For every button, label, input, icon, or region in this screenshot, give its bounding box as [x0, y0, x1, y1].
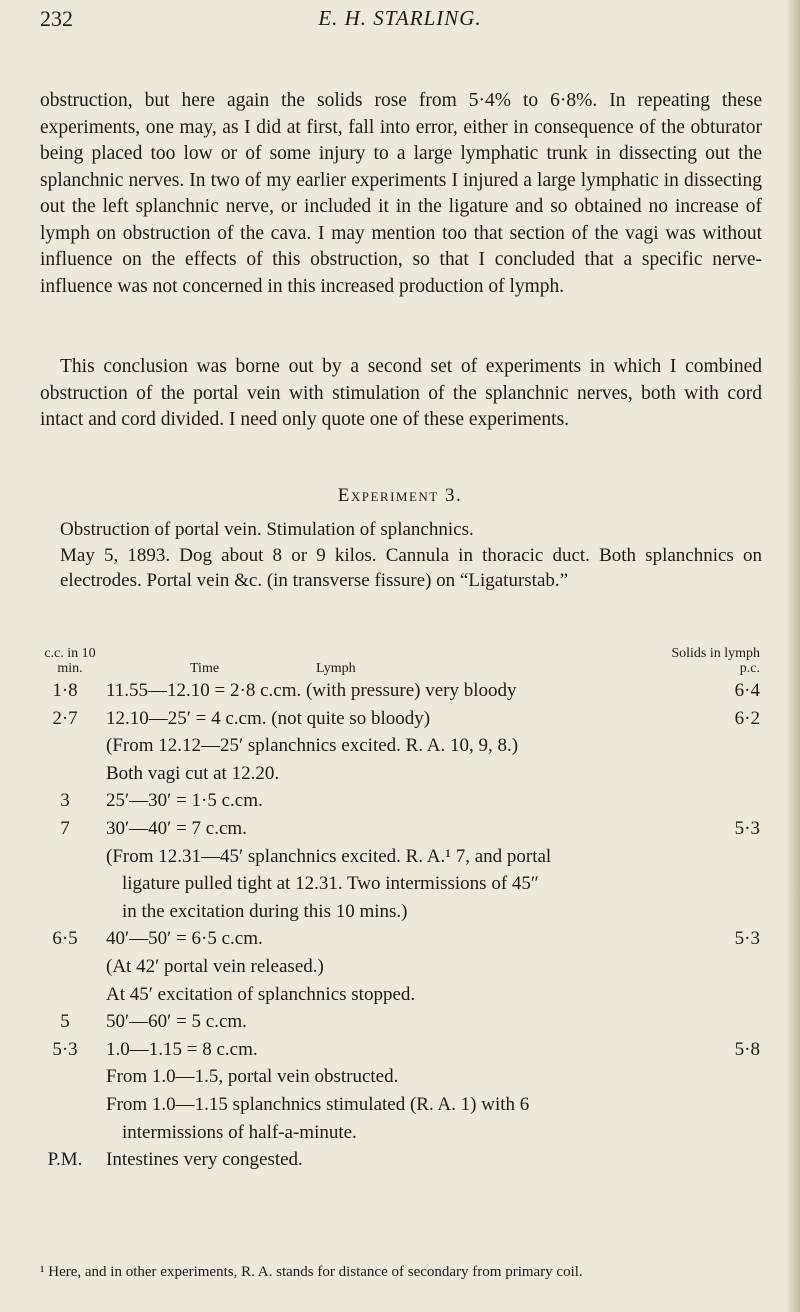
solids-value: 6·4	[734, 680, 760, 701]
experiment-title: Experiment 3.	[337, 485, 463, 506]
solids-value: 5·3	[734, 818, 760, 839]
row-text: 1.0—1.15 = 8 c.cm.	[106, 1038, 258, 1060]
table-row	[0, 761, 800, 787]
row-text: From 1.0—1.5, portal vein obstructed.	[106, 1066, 399, 1088]
row-text: 40′—50′ = 6·5 c.cm.	[106, 928, 263, 950]
experiment-description	[40, 517, 762, 594]
table-row	[0, 1120, 800, 1146]
row-text: in the excitation during this 10 mins.)	[122, 900, 408, 922]
page-number: 232	[40, 6, 73, 31]
paragraph-1: obstruction, but here again the solids rose from 5·4% to 6·8%. In repeating these experiments, one may, as I did at first, fall into error, either in consequence of the obturator being placed too low or of some injury to a large lymphatic trunk in dissecting out the splanchnic nerves. In two of my earlier experiments I injured a large lymphatic in dissecting out the left splanchnic nerve, or included it in the ligature and so obtained no increase of lymph on obstruction of the cava. I may mention too that section of the vagi was without influence on the effects of this obstruction, so that I concluded that a specific nerve-influence was not concerned in this increased production of lymph.	[40, 90, 762, 297]
row-text: 12.10—25′ = 4 c.cm. (not quite so bloody)	[106, 707, 431, 729]
table-row	[0, 1064, 800, 1090]
table-row	[0, 1009, 800, 1035]
cc-value: 5·3	[52, 1038, 78, 1060]
table-row	[0, 926, 800, 952]
table-row	[0, 954, 800, 980]
row-text: 50′—60′ = 5 c.cm.	[106, 1011, 247, 1033]
row-text: intermissions of half-a-minute.	[122, 1121, 357, 1143]
table-row	[0, 982, 800, 1008]
cc-value: 7	[60, 818, 70, 839]
cc-value: 6·5	[52, 928, 78, 950]
column-header-cc: c.c. in 10 min.	[44, 646, 96, 676]
row-text: (From 12.12—25′ splanchnics excited. R. A. 10, 9, 8.)	[106, 735, 519, 757]
solids-value: 5·3	[734, 928, 760, 950]
table-row	[0, 1147, 800, 1173]
solids-value: 6·2	[734, 707, 760, 729]
row-text: (At 42′ portal vein released.)	[106, 956, 324, 977]
row-text: 30′—40′ = 7 c.cm.	[106, 818, 247, 839]
row-text: Both vagi cut at 12.20.	[106, 762, 280, 784]
row-text: From 1.0—1.15 splanchnics stimulated (R. A. 1) with 6	[106, 1094, 530, 1115]
row-text: At 45′ excitation of splanchnics stopped.	[106, 983, 416, 1005]
footnote: ¹ Here, and in other experiments, R. A. stands for distance of secondary from primary coil.	[40, 1264, 583, 1280]
description-line-2: May 5, 1893. Dog about 8 or 9 kilos. Cannula in thoracic duct. Both splanchnics on electrodes. Portal vein &c. (in transverse fissure) on “Ligaturstab.”	[60, 544, 762, 591]
row-text: 11.55—12.10 = 2·8 c.cm. (with pressure) very bloody	[106, 680, 517, 701]
page-header	[40, 6, 760, 46]
table-row	[0, 1092, 800, 1118]
table-row	[0, 733, 800, 759]
table-row	[0, 706, 800, 732]
row-text: (From 12.31—45′ splanchnics excited. R. A.¹ 7, and portal	[106, 845, 552, 867]
page-edge-shadow	[786, 0, 800, 1312]
cc-value: 1·8	[52, 680, 78, 701]
table-row	[0, 678, 800, 704]
table-row	[0, 816, 800, 842]
table-row	[0, 788, 800, 814]
cc-value: 2·7	[52, 707, 78, 729]
cc-value: P.M.	[47, 1149, 83, 1171]
row-text: Intestines very congested.	[106, 1149, 303, 1171]
table-row	[0, 1037, 800, 1063]
description-line-1: Obstruction of portal vein. Stimulation of splanchnics.	[60, 519, 474, 540]
row-text: 25′—30′ = 1·5 c.cm.	[106, 790, 263, 812]
cc-value: 5	[60, 1011, 70, 1033]
solids-value: 5·8	[734, 1038, 760, 1060]
cc-value: 3	[60, 790, 70, 812]
table-row	[0, 844, 800, 870]
column-header-lymph: Lymph	[316, 661, 356, 676]
table-row	[0, 871, 800, 897]
row-text: ligature pulled tight at 12.31. Two intermissions of 45″	[122, 873, 539, 895]
paragraph-2: This conclusion was borne out by a second set of experiments in which I combined obstruction of the portal vein with stimulation of the splanchnic nerves, both with cord intact and cord divided. I need only quote one of these experiments.	[40, 356, 762, 430]
table-row	[0, 899, 800, 925]
running-title: E. H. STARLING.	[318, 6, 482, 30]
column-header-time: Time	[190, 661, 220, 676]
column-header-solids: Solids in lymph p.c.	[671, 646, 760, 676]
